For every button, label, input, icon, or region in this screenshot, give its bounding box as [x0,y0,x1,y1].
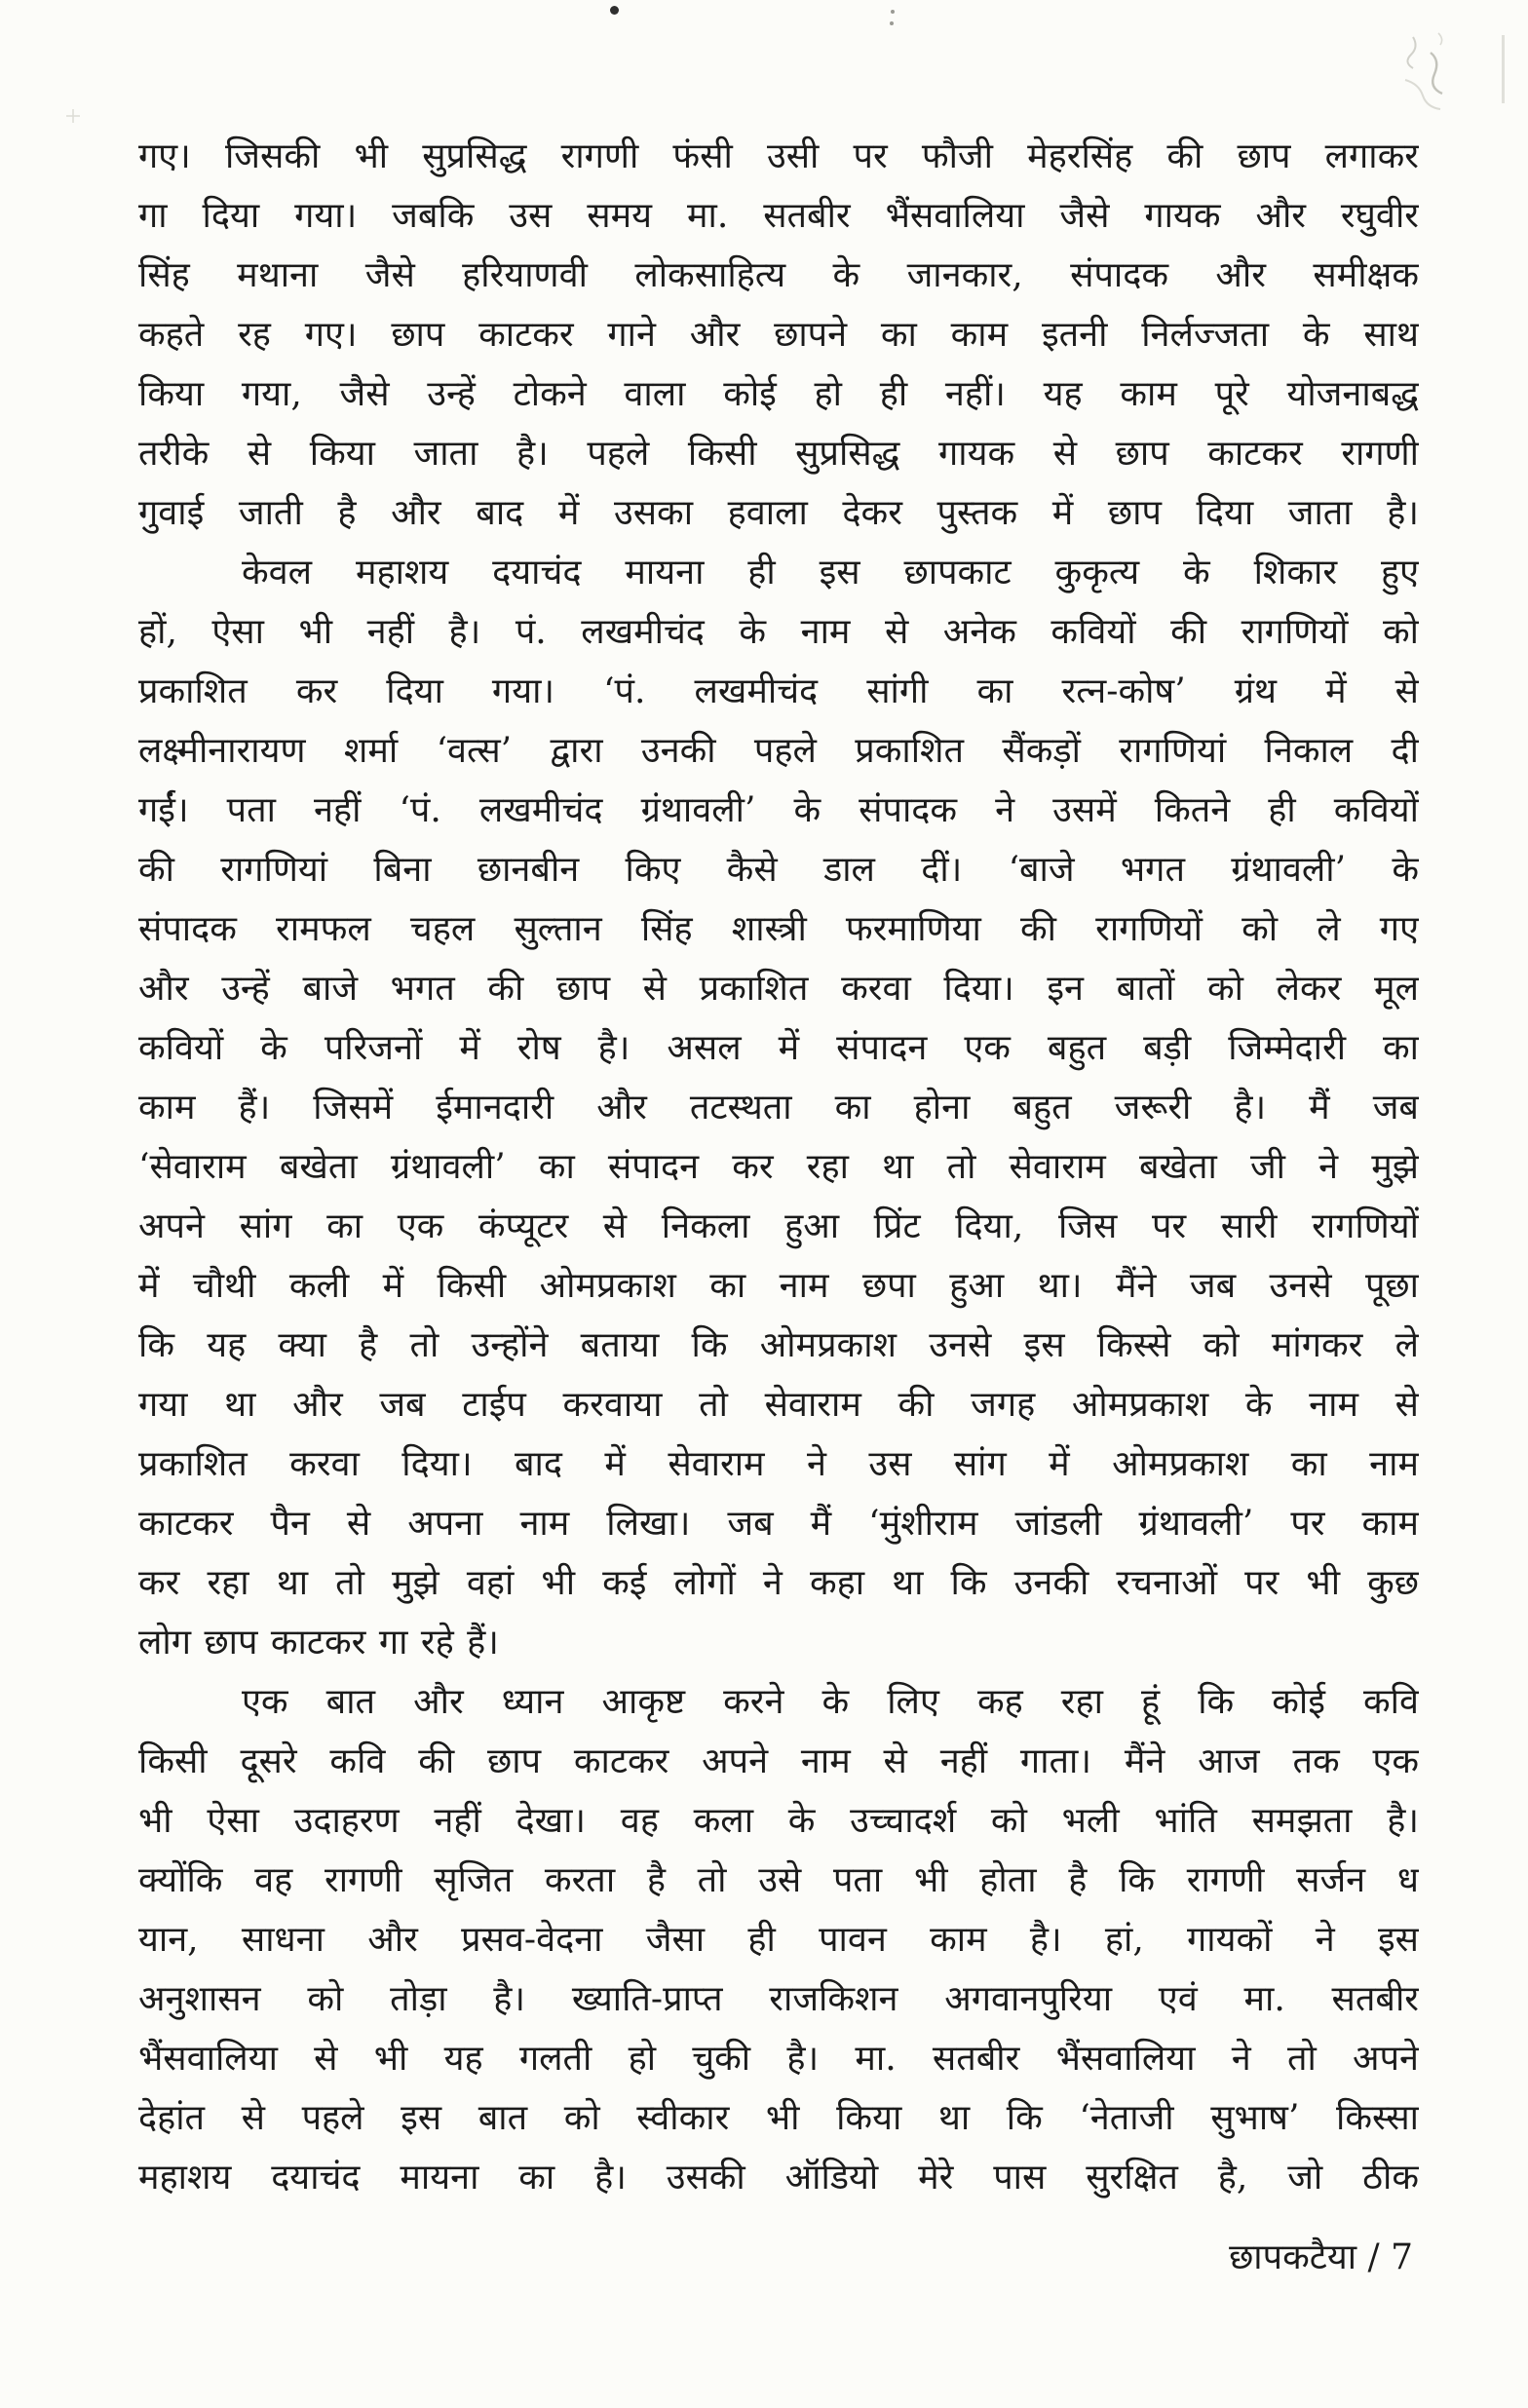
text-line: देहांत से पहले इस बात को स्वीकार भी किया था कि ‘नेताजी सुभाष’ किस्सा [138,2098,1419,2138]
text-line: गया था और जब टाईप करवाया तो सेवाराम की जगह ओमप्रकाश के नाम से [138,1385,1419,1425]
scan-pencil-mark [64,107,82,125]
scan-edge-smear [1502,35,1505,103]
text-line: कर रहा था तो मुझे वहां भी कई लोगों ने कहा था कि उनकी रचनाओं पर भी कुछ [138,1563,1419,1603]
text-line: और उन्हें बाजे भगत की छाप से प्रकाशित करवा दिया। इन बातों को लेकर मूल [138,969,1419,1009]
text-line: कि यह क्या है तो उन्होंने बताया कि ओमप्रकाश उनसे इस किस्से को मांगकर ले [138,1325,1419,1365]
text-line: संपादक रामफल चहल सुल्तान सिंह शास्त्री फरमाणिया की रागणियों को ले गए [138,909,1419,949]
text-line: भी ऐसा उदाहरण नहीं देखा। वह कला के उच्चादर्श को भली भांति समझता है। [138,1801,1419,1841]
paragraph [138,1672,1419,2207]
scan-speck [890,21,894,25]
text-line: गुवाई जाती है और बाद में उसका हवाला देकर पुस्तक में छाप दिया जाता है। [138,493,1419,533]
text-line: क्योंकि वह रागणी सृजित करता है तो उसे पता भी होता है कि रागणी सर्जन ध [138,1860,1419,1900]
text-line: किया गया, जैसे उन्हें टोकने वाला कोई हो ही नहीं। यह काम पूरे योजनाबद्ध [138,374,1419,414]
paragraph [138,543,1419,1672]
paragraph [138,127,1419,543]
page-text-block [138,127,1419,2287]
scan-pencil-smudge [1337,23,1454,131]
text-line: गए। जिसकी भी सुप्रसिद्ध रागणी फंसी उसी पर फौजी मेहरसिंह की छाप लगाकर [138,136,1419,176]
text-line: एक बात और ध्यान आकृष्ट करने के लिए कह रहा हूं कि कोई कवि [242,1682,1419,1722]
text-line: गा दिया गया। जबकि उस समय मा. सतबीर भैंसवालिया जैसे गायक और रघुवीर [138,196,1419,236]
text-line: महाशय दयाचंद मायना का है। उसकी ऑडियो मेरे पास सुरक्षित है, जो ठीक [138,2158,1419,2198]
text-line: अपने सांग का एक कंप्यूटर से निकला हुआ प्रिंट दिया, जिस पर सारी रागणियों [138,1206,1419,1246]
text-line: गईं। पता नहीं ‘पं. लखमीचंद ग्रंथावली’ के संपादक ने उसमें कितने ही कवियों [138,790,1419,830]
text-line: यान, साधना और प्रसव-वेदना जैसा ही पावन काम है। हां, गायकों ने इस [138,1920,1419,1960]
text-line: लक्ष्मीनारायण शर्मा ‘वत्स’ द्वारा उनकी पहले प्रकाशित सैंकड़ों रागणियां निकाल दी [138,731,1419,771]
text-line: भैंसवालिया से भी यह गलती हो चुकी है। मा. सतबीर भैंसवालिया ने तो अपने [138,2039,1419,2079]
text-line: काटकर पैन से अपना नाम लिखा। जब मैं ‘मुंशीराम जांडली ग्रंथावली’ पर काम [138,1504,1419,1544]
text-line: सिंह मथाना जैसे हरियाणवी लोकसाहित्य के जानकार, संपादक और समीक्षक [138,255,1419,295]
text-line: किसी दूसरे कवि की छाप काटकर अपने नाम से नहीं गाता। मैंने आज तक एक [138,1741,1419,1781]
text-line: प्रकाशित कर दिया गया। ‘पं. लखमीचंद सांगी का रत्न-कोष’ ग्रंथ में से [138,671,1419,711]
text-line: कहते रह गए। छाप काटकर गाने और छापने का काम इतनी निर्लज्जता के साथ [138,315,1419,355]
text-line: काम हैं। जिसमें ईमानदारी और तटस्थता का होना बहुत जरूरी है। मैं जब [138,1088,1419,1128]
text-line: ‘सेवाराम बखेता ग्रंथावली’ का संपादन कर रहा था तो सेवाराम बखेता जी ने मुझे [138,1147,1419,1187]
text-line: अनुशासन को तोड़ा है। ख्याति-प्राप्त राजकिशन अगवानपुरिया एवं मा. सतबीर [138,1979,1419,2019]
page-footer: छापकटैया / 7 [1229,2237,1413,2277]
text-line: लोग छाप काटकर गा रहे हैं। [138,1623,499,1663]
text-line: में चौथी कली में किसी ओमप्रकाश का नाम छपा हुआ था। मैंने जब उनसे पूछा [138,1266,1419,1306]
text-line: कवियों के परिजनों में रोष है। असल में संपादन एक बहुत बड़ी जिम्मेदारी का [138,1028,1419,1068]
text-line: तरीके से किया जाता है। पहले किसी सुप्रसिद्ध गायक से छाप काटकर रागणी [138,434,1419,474]
scan-speck [891,10,895,14]
scan-ink-dot [610,6,619,15]
text-line: हों, ऐसा भी नहीं है। पं. लखमीचंद के नाम से अनेक कवियों की रागणियों को [138,612,1419,652]
text-line: की रागणियां बिना छानबीन किए कैसे डाल दीं। ‘बाजे भगत ग्रंथावली’ के [138,850,1419,890]
text-line: केवल महाशय दयाचंद मायना ही इस छापकाट कुकृत्य के शिकार हुए [242,553,1419,592]
text-line: प्रकाशित करवा दिया। बाद में सेवाराम ने उस सांग में ओमप्रकाश का नाम [138,1444,1419,1484]
